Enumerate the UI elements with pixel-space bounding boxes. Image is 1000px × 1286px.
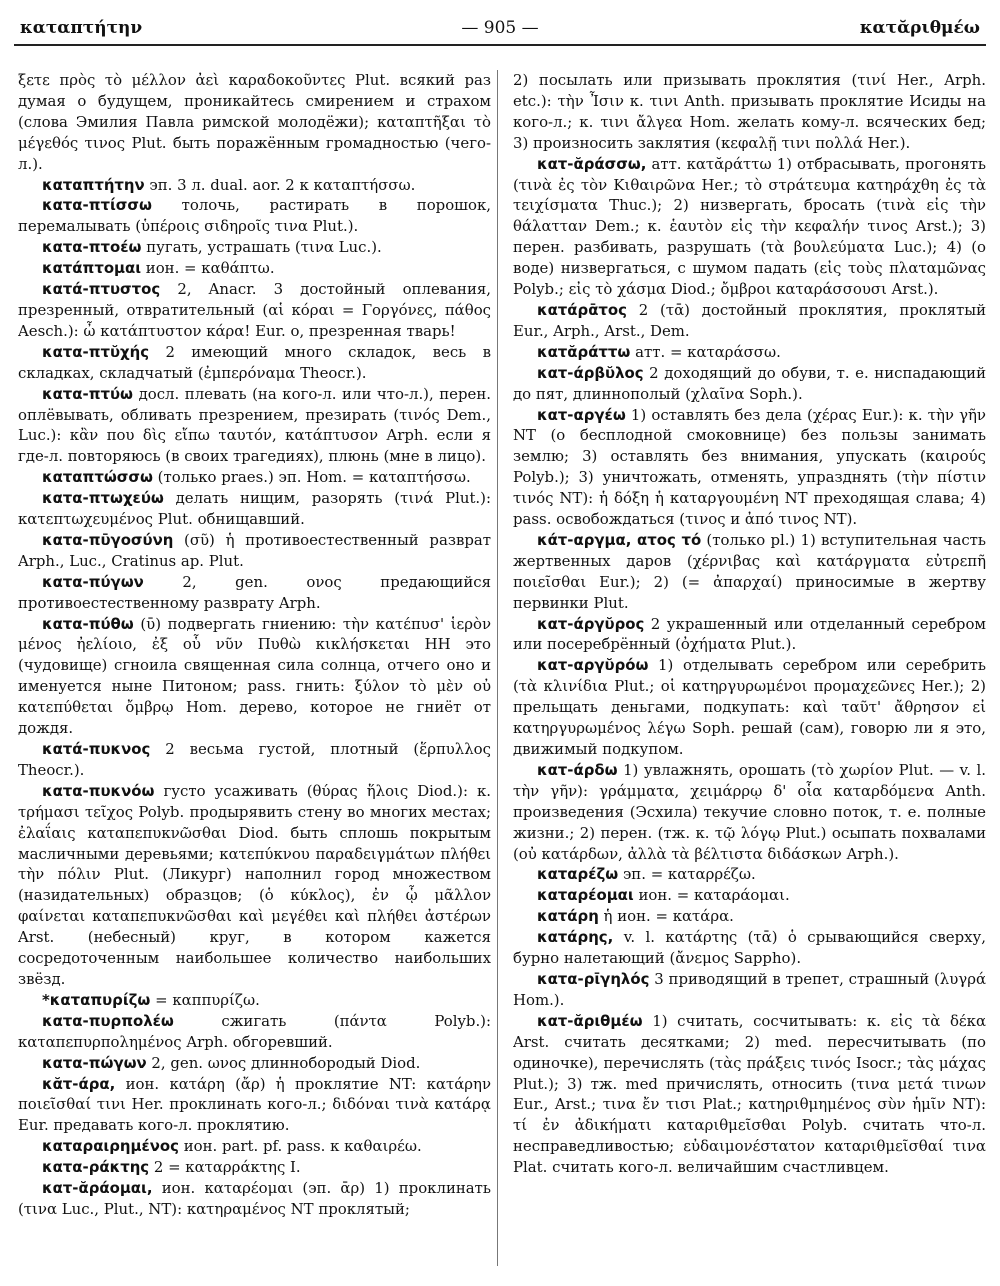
entry-headword: κατα-πτοέω bbox=[42, 238, 142, 257]
entry-definition: (только praes.) эп. Hom. = καταπτήσσω. bbox=[157, 468, 471, 487]
dictionary-entry bbox=[513, 614, 986, 656]
entry-definition: 2, Anacr. 3 достойный оплевания, презренный, отвратительный (αἱ κόραι = Γοργόνες, πάθος Aesch.): ὦ κατάπτυστον κάρα! Eur. о, презренная тварь! bbox=[18, 280, 491, 340]
entry-headword: καταπτώσσω bbox=[42, 468, 153, 487]
dictionary-entry bbox=[513, 906, 986, 927]
entry-definition: (ῡ) подвергать гниению: τὴν κατέπυσ' ἱερὸν μένος ἠελίοιο, ἐξ οὗ νῦν Πυθὼ κικλήσκεται HH это (чудовище) сгноила священная сила солнца, отчего оно и именуется ныне Питоном; pass. гнить: ξύλον τὸ μὲν οὐ κατεπύθεται ὄμβρῳ Hom. дерево, которое не гниёт от дождя. bbox=[18, 614, 491, 738]
entry-headword: κατᾰράττω bbox=[537, 342, 631, 361]
entry-headword: κατα-πῡγοσύνη bbox=[42, 530, 174, 549]
entry-headword: κατάρη bbox=[537, 907, 599, 926]
dictionary-entry bbox=[513, 342, 986, 363]
page-number: — 905 — bbox=[461, 18, 539, 38]
dictionary-entry bbox=[513, 655, 986, 760]
entry-definition: делать нищим, разорять (τινά Plut.): κατεπτωχευμένος Plut. обнищавший. bbox=[18, 489, 491, 529]
page-header bbox=[14, 12, 986, 42]
entry-headword: κατα-πυρπολέω bbox=[42, 1011, 174, 1030]
dictionary-entry bbox=[513, 969, 986, 1011]
entry-definition: 2 (τᾱ) достойный проклятия, проклятый Eur., Arph., Arst., Dem. bbox=[513, 300, 986, 340]
entry-definition: ион. = καταράομαι. bbox=[638, 886, 790, 905]
entry-definition: 2, gen. ωνος длиннобородый Diod. bbox=[151, 1053, 421, 1072]
entry-definition: 2 весьма густой, плотный (ἕρπυλλος Theocr.). bbox=[18, 740, 491, 779]
entry-headword: κατα-πτῠχής bbox=[42, 342, 150, 361]
dictionary-entry bbox=[18, 572, 491, 614]
entry-definition: 2, gen. ονος предающийся противоестественному разврату Arph. bbox=[18, 572, 491, 612]
entry-definition: 1) отделывать серебром или серебрить (τὰ κλινίδια Plut.; οἱ κατηργυρωμένοι προμαχεῶνες Her.); 2) прельщать деньгами, подкупать: καὶ ταῦτ' ἄθρησον εἰ κατηργυρωμένος λέγω Soph. решай (сам), говорю ли я это, движимый подкупом. bbox=[513, 656, 986, 758]
dictionary-entry bbox=[513, 885, 986, 906]
dictionary-entry bbox=[18, 195, 491, 237]
dictionary-entry bbox=[513, 864, 986, 885]
dictionary-entry bbox=[513, 1011, 986, 1178]
header-right-headword: κατᾰριθμέω bbox=[859, 18, 980, 38]
entry-headword: κᾰτ-άρα, bbox=[42, 1074, 116, 1093]
dictionary-entry bbox=[513, 760, 986, 865]
entry-headword: κατάρᾱτος bbox=[537, 300, 627, 319]
dictionary-entry bbox=[18, 175, 491, 196]
right-column bbox=[513, 70, 986, 1286]
dictionary-entry bbox=[18, 739, 491, 781]
dictionary-entry bbox=[18, 530, 491, 572]
entry-definition: 2) посылать или призывать проклятия (τινί Her., Arph. etc.): τὴν Ἶσιν κ. τινι Anth. призывать проклятие Исиды на кого-л.; κ. τινι ἄλγεα Hom. желать кому-л. всяческих бед; 3) произносить заклятия (κεφαλῇ τινι πολλά Her.). bbox=[513, 71, 986, 152]
entry-headword: κατάπτομαι bbox=[42, 259, 142, 278]
entry-headword: καταρέζω bbox=[537, 865, 619, 884]
dictionary-entry bbox=[513, 405, 986, 530]
entry-definition: сжигать (πάντα Polyb.): καταπεπυρπολημένος Arph. обгоревший. bbox=[18, 1011, 491, 1051]
entry-headword: κατ-αργέω bbox=[537, 405, 626, 424]
entry-headword: κατ-ᾰράομαι, bbox=[42, 1179, 153, 1198]
dictionary-entry bbox=[18, 1178, 491, 1220]
entry-headword: κάτ-αργμα, ατος τό bbox=[537, 530, 702, 549]
entry-headword: κατ-αργῠρόω bbox=[537, 656, 649, 675]
header-rule bbox=[14, 44, 986, 46]
entry-definition: 2 = καταρράκτης I. bbox=[153, 1158, 301, 1177]
entry-definition: 1) увлажнять, орошать (τὸ χωρίον Plut. — v. l. τὴν γῆν): γράμματα, χειμάρρῳ δ' οἷα καταρδόμενα Anth. произведения (Эсхила) текучие словно поток, т. е. полные жизни.; 2) перен. (тж. κ. τῷ λόγῳ Plut.) осыпать похвалами (οὐ κατάρδων, ἀλλὰ τὰ βέλτιστα διδάσκων Arph.). bbox=[513, 760, 986, 863]
entry-definition: ион. κατάρη (ἄρ) ἡ проклятие NT: κατάρην ποιεῖσθαί τινι Her. проклинать кого-л.; διδόναι τινὰ κατάρᾳ Eur. предавать кого-л. проклятию. bbox=[18, 1074, 491, 1135]
entry-definition: ξετε πρὸς τὸ μέλλον ἀεὶ καραδοκοῦντες Plut. всякий раз думая о будущем, проникайтесь смирением и страхом (слова Эмилия Павла римской молодёжи); καταπτῆξαι τὸ μέγεθός τινος Plut. быть поражённым громадностью (чего-л.). bbox=[18, 71, 491, 173]
entry-headword: κατ-ᾰριθμέω bbox=[537, 1011, 643, 1030]
dictionary-entry bbox=[18, 1074, 491, 1137]
dictionary-entry bbox=[18, 990, 491, 1011]
dictionary-entry bbox=[513, 300, 986, 342]
entry-definition: эп. 3 л. dual. aor. 2 к καταπτήσσω. bbox=[149, 175, 416, 194]
entry-definition: 3 приводящий в трепет, страшный (λυγρά Hom.). bbox=[513, 969, 986, 1009]
entry-definition: эп. = καταρρέζω. bbox=[622, 865, 756, 884]
dictionary-entry bbox=[18, 614, 491, 739]
dictionary-entry bbox=[18, 1053, 491, 1074]
entry-headword: κατα-ρῑγηλός bbox=[537, 969, 650, 988]
dictionary-entry bbox=[18, 1157, 491, 1178]
dictionary-entry bbox=[18, 237, 491, 258]
entry-headword: καταρέομαι bbox=[537, 886, 634, 905]
entry-headword: κατ-ᾰράσσω, bbox=[537, 154, 647, 173]
entry-definition: 2 имеющий много складок, весь в складках, складчатый (ἐμπερόναμα Theocr.). bbox=[18, 342, 491, 382]
entry-headword: κατ-άρβῠλος bbox=[537, 363, 644, 382]
entry-headword: κατάρης, bbox=[537, 928, 614, 947]
columns bbox=[18, 70, 986, 1286]
entry-definition: ион. = καθάπτω. bbox=[145, 259, 275, 278]
entry-headword: κατα-πώγων bbox=[42, 1053, 147, 1072]
entry-headword: κατα-πτίσσω bbox=[42, 196, 152, 215]
entry-headword: κατα-πύθω bbox=[42, 614, 134, 633]
entry-headword: καταραιρημένος bbox=[42, 1137, 179, 1156]
entry-definition: = καππυρίζω. bbox=[155, 990, 260, 1009]
dictionary-entry bbox=[513, 70, 986, 154]
entry-definition: пугать, устрашать (τινα Luc.). bbox=[146, 238, 382, 257]
entry-definition: 1) считать, сосчитывать: κ. εἰς τὰ δέκα Arst. считать десятками; 2) med. пересчитывать (по одиночке), перечислять (τὰς πράξεις τινός Isocr.; τὰς μάχας Plut.); 3) тж. med причислять, относить (τινα μετά τινων Eur., Arst.; τινα ἔν τισι Plat.; κατηριθμημένος σὺν ἡμῖν NT): τί ἐν ἀδικήματι καταριθμεῖσθαι Polyb. считать что-л. несправедливостью; εὐδαιμονέστατον καταριθμεῖσθαί τινα Plat. считать кого-л. величайшим счастливцем. bbox=[513, 1011, 986, 1177]
dictionary-entry bbox=[18, 384, 491, 468]
dictionary-entry bbox=[18, 279, 491, 342]
dictionary-entry bbox=[18, 70, 491, 175]
entry-definition: 2 доходящий до обуви, т. е. ниспадающий до пят, длиннополый (χλαῖνα Soph.). bbox=[513, 363, 986, 403]
column-divider bbox=[497, 70, 498, 1266]
entry-headword: κατα-ράκτης bbox=[42, 1158, 150, 1177]
dictionary-entry bbox=[18, 258, 491, 279]
entry-definition: ион. καταρέομαι (эп. ᾱρ) 1) проклинать (τινα Luc., Plut., NT): κατηραμένος NT проклятый; bbox=[18, 1179, 491, 1218]
entry-definition: 2 украшенный или отделанный серебром или посеребрённый (ὀχήματα Plut.). bbox=[513, 614, 986, 654]
entry-definition: досл. плевать (на кого-л. или что-л.), перен. оплёвывать, обливать презрением, презирать (τινός Dem., Luc.): κἂν που δὶς εἴπω ταυτόν, κατάπτυσον Arph. если я где-л. повторяюсь (в своих трагедиях), плюнь (мне в лицо). bbox=[18, 384, 491, 466]
entry-headword: κατ-άργῠρος bbox=[537, 614, 645, 633]
dictionary-entry bbox=[18, 342, 491, 384]
entry-headword: κατα-πτύω bbox=[42, 384, 134, 403]
dictionary-entry bbox=[513, 363, 986, 405]
dictionary-entry bbox=[18, 781, 491, 990]
entry-headword: κατά-πτυστος bbox=[42, 280, 161, 299]
entry-definition: (только pl.) 1) вступительная часть жертвенных даров (χέρνιβας καὶ κατάργματα εὐτρεπῆ ποιεῖσθαι Eur.); 2) (= ἀπαρχαί) приносимые в жертву первинки Plut. bbox=[513, 530, 986, 612]
entry-definition: толочь, растирать в порошок, перемалывать (ὑπέροις σιδηροῖς τινα Plut.). bbox=[18, 196, 491, 236]
entry-headword: καταπτήτην bbox=[42, 175, 145, 194]
dictionary-entry bbox=[513, 154, 986, 300]
entry-definition: 1) оставлять без дела (χέρας Eur.): κ. τὴν γῆν NT (о бесплодной смоковнице) без пользы занимать землю; 3) оставлять без внимания, упускать (καιρούς Polyb.); 3) уничтожать, отменять, упразднять (τὴν πίστιν τινός NT): ἡ δόξη ἡ καταργουμένη NT преходящая слава; 4) pass. освобождаться (τινος и ἀπό τινος NT). bbox=[513, 405, 986, 529]
dictionary-entry bbox=[18, 488, 491, 530]
entry-headword: κατ-άρδω bbox=[537, 760, 618, 779]
header-left-headword: καταπτήτην bbox=[20, 18, 143, 38]
entry-headword: κατα-πτωχεύω bbox=[42, 489, 164, 508]
entry-headword: κατα-πύγων bbox=[42, 572, 144, 591]
entry-definition: атт. κατᾰράττω 1) отбрасывать, прогонять (τινὰ ἐς τὸν Κιθαιρῶνα Her.; τὸ στράτευμα κατηράχθη ἐς τὰ τειχίσματα Thuc.); 2) низвергать, бросать (τινὰ εἰς τὴν θάλατταν Dem.; κ. ἑαυτὸν εἰς τὴν κεφαλήν τινος Arst.); 3) перен. разбивать, разрушать (τὰ βουλεύματα Luc.); 4) (о воде) низвергаться, с шумом падать (εἰς τοὺς πλαταμῶνας Polyb.; εἰς τὸ χάσμα Diod.; ὄμβροι καταράσσουσι Arst.). bbox=[513, 154, 986, 299]
entry-definition: ἡ ион. = κατάρα. bbox=[603, 907, 734, 926]
entry-definition: (σῦ) ἡ противоестественный разврат Arph., Luc., Cratinus ap. Plut. bbox=[18, 530, 491, 570]
entry-definition: v. l. κατάρτης (τᾱ) ὁ срывающийся сверху, бурно налетающий (ἄνεμος Sappho). bbox=[513, 928, 986, 968]
dictionary-entry bbox=[513, 927, 986, 969]
left-column bbox=[18, 70, 491, 1286]
entry-headword: *καταπυρίζω bbox=[42, 990, 151, 1009]
entry-definition: атт. = καταράσσω. bbox=[635, 342, 781, 361]
dictionary-entry bbox=[18, 1136, 491, 1157]
entry-headword: κατά-πυκνος bbox=[42, 740, 151, 758]
entry-headword: κατα-πυκνόω bbox=[42, 781, 155, 800]
dictionary-entry bbox=[18, 467, 491, 488]
dictionary-entry bbox=[513, 530, 986, 614]
dictionary-entry bbox=[18, 1011, 491, 1053]
entry-definition: густо усаживать (θύρας ἥλοις Diod.): κ. τρήμασι τεῖχος Polyb. продырявить стену во многих местах; ἐλαΐαις καταπεπυκνῶσθαι Diod. быть сплошь покрытым масличными деревьями; κατεπύκνου παραδειγμάτων πλήθει τὴν πόλιν Plut. (Ликург) наполнил город множеством (назидательных) образцов; (ὁ κύκλος), ἐν ᾧ μᾶλλον φαίνεται καταπεπυκνῶσθαι καὶ μεγέθει καὶ πλήθει ἀστέρων Arst. (небесный) круг, в котором кажется сосредоточенным наибольшее количество наибольших звёзд. bbox=[18, 781, 491, 988]
entry-definition: ион. part. pf. pass. к καθαιρέω. bbox=[183, 1137, 422, 1156]
